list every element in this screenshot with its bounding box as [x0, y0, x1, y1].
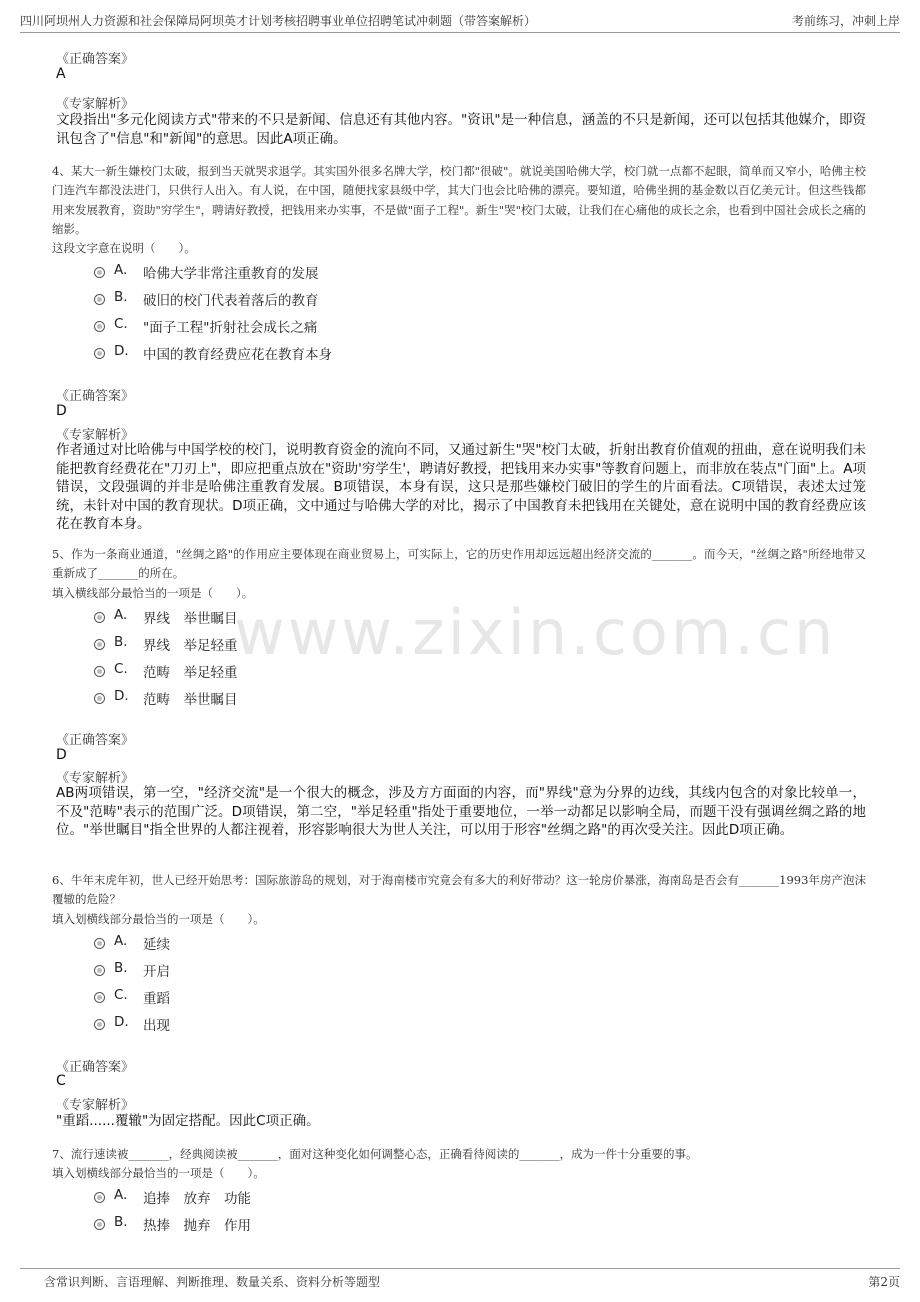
question-5 [52, 545, 866, 603]
radio-icon[interactable] [94, 612, 105, 623]
analysis-text: 作者通过对比哈佛与中国学校的校门，说明教育资金的流向不同，又通过新生"哭"校门太破，折射出教育价值观的扭曲，意在说明我们未能把教育经费花在"刀刃上"，即应把重点放在"资助'穷学生'，聘请好教授，把钱用来办实事"等教育问题上，而非放在装点"门面"上。A项错误，文段强调的并非是哈佛注重教育发展。B项错误，本身有误，这只是那些嫌校门破旧的学生的片面看法。C项错误，表述太过笼统，未针对中国的教育现状。D项正确，文中通过与哈佛大学的对比，揭示了中国教育未把钱用在关键处，意在说明中国的教育经费应该花在教育本身。 [56, 442, 866, 532]
question-prompt: 这段文字意在说明（ ）。 [52, 241, 196, 256]
radio-icon[interactable] [94, 1219, 105, 1230]
option-text: 破旧的校门代表着落后的教育 [143, 293, 319, 309]
answer-label: 《正确答案》 [56, 52, 135, 67]
analysis-text: "重蹈......覆辙"为固定搭配。因此C项正确。 [56, 1113, 320, 1129]
watermark: www.zixin.com.cn [234, 596, 837, 669]
question-prompt: 填入横线部分最恰当的一项是（ ）。 [52, 585, 254, 600]
option-text: 延续 [143, 937, 170, 953]
option-text: 范畴 举世瞩目 [143, 692, 238, 708]
question-7 [52, 1145, 866, 1184]
radio-icon[interactable] [94, 693, 105, 704]
header-title: 四川阿坝州人力资源和社会保障局阿坝英才计划考核招聘事业单位招聘笔试冲刺题（带答案解析） [20, 14, 537, 28]
question-6 [52, 871, 866, 929]
radio-icon[interactable] [94, 639, 105, 650]
answer-value: A [56, 66, 66, 82]
question-4 [52, 162, 866, 258]
question-prompt: 填入划横线部分最恰当的一项是（ ）。 [52, 911, 265, 926]
analysis-label: 《专家解析》 [56, 97, 135, 112]
question-text: 4、某大一新生嫌校门太破，报到当天就哭求退学。其实国外很多名牌大学，校门都"很破"。就说美国哈佛大学，校门就一点都不起眼，简单而又窄小，哈佛主校门连汽车都没法进门，只供行人出入。有人说，在中国，随便找家县级中学，其大门也会比哈佛的漂亮。要知道，哈佛坐拥的基金数以百亿美元计。但这些钱都用来发展教育，资助"穷学生"，聘请好教授，把钱用来办实事，不是做"面子工程"。新生"哭"校门太破，让我们在心痛他的成长之余，也看到中国社会成长之痛的缩影。 [52, 164, 866, 236]
option-text: 哈佛大学非常注重教育的发展 [143, 266, 319, 282]
page-header [20, 12, 900, 33]
radio-icon[interactable] [94, 938, 105, 949]
option-key: D. [114, 1014, 129, 1030]
option-text: 开启 [143, 964, 170, 980]
answer-value: C [56, 1073, 66, 1089]
radio-icon[interactable] [94, 1192, 105, 1203]
question-text: 6、牛年末虎年初，世人已经开始思考：国际旅游岛的规划，对于海南楼市究竟会有多大的利好带动？这一轮房价暴涨，海南岛是否会有_______1993年房产泡沫覆辙的危险？ [52, 873, 866, 907]
option-text: "面子工程"折射社会成长之痛 [143, 320, 318, 336]
radio-icon[interactable] [94, 294, 105, 305]
header-tagline: 考前练习，冲刺上岸 [791, 14, 900, 28]
analysis-label: 《专家解析》 [56, 428, 135, 443]
page-number: 第2页 [868, 1275, 900, 1289]
analysis-text: 文段指出"多元化阅读方式"带来的不只是新闻、信息还有其他内容。"资讯"是一种信息，涵盖的不只是新闻，还可以包括其他媒介，即资讯包含了"信息"和"新闻"的意思。因此A项正确。 [56, 112, 866, 147]
option-key: C. [114, 987, 128, 1003]
option-text: 界线 举世瞩目 [143, 611, 238, 627]
radio-icon[interactable] [94, 992, 105, 1003]
radio-icon[interactable] [94, 321, 105, 332]
option-key: B. [114, 960, 128, 976]
option-text: 中国的教育经费应花在教育本身 [143, 347, 332, 363]
answer-value: D [56, 403, 67, 419]
option-key: D. [114, 343, 129, 359]
analysis-label: 《专家解析》 [56, 1098, 135, 1113]
question-prompt: 填入划横线部分最恰当的一项是（ ）。 [52, 1166, 265, 1181]
radio-icon[interactable] [94, 666, 105, 677]
footer-note: 含常识判断、言语理解、判断推理、数量关系、资料分析等题型 [44, 1275, 381, 1289]
radio-icon[interactable] [94, 965, 105, 976]
option-key: B. [114, 634, 128, 650]
question-text: 7、流行速读被_______，经典阅读被_______，面对这种变化如何调整心态，正确看待阅读的_______，成为一件十分重要的事。 [52, 1147, 698, 1161]
radio-icon[interactable] [94, 267, 105, 278]
option-text: 追捧 放弃 功能 [143, 1191, 251, 1207]
option-text: 重蹈 [143, 991, 170, 1007]
option-key: B. [114, 289, 128, 305]
option-text: 出现 [143, 1018, 170, 1034]
option-key: D. [114, 688, 129, 704]
option-key: A. [114, 1187, 128, 1203]
page-footer [20, 1268, 900, 1291]
radio-icon[interactable] [94, 1019, 105, 1030]
option-key: A. [114, 607, 128, 623]
analysis-label: 《专家解析》 [56, 771, 135, 786]
option-key: C. [114, 316, 128, 332]
answer-label: 《正确答案》 [56, 1060, 135, 1075]
radio-icon[interactable] [94, 348, 105, 359]
option-key: A. [114, 933, 128, 949]
answer-label: 《正确答案》 [56, 389, 135, 404]
option-text: 界线 举足轻重 [143, 638, 238, 654]
answer-label: 《正确答案》 [56, 733, 135, 748]
answer-value: D [56, 747, 67, 763]
option-key: A. [114, 262, 128, 278]
analysis-text: AB两项错误，第一空，"经济交流"是一个很大的概念，涉及方方面面的内容，而"界线"意为分界的边线，其线内包含的对象比较单一，不及"范畴"表示的范围广泛。D项错误，第二空，"举足轻重"指处于重要地位，一举一动都足以影响全局，而题干没有强调丝绸之路的地位。"举世瞩目"指全世界的人都注视着，形容影响很大为世人关注，可以用于形容"丝绸之路"的再次受关注。因此D项正确。 [56, 785, 866, 838]
option-key: C. [114, 661, 128, 677]
option-key: B. [114, 1214, 128, 1230]
question-text: 5、作为一条商业通道，"丝绸之路"的作用应主要体现在商业贸易上，可实际上，它的历史作用却远远超出经济交流的_______。而今天，"丝绸之路"所经地带又重新成了_______的所在。 [52, 547, 866, 581]
option-text: 热捧 抛弃 作用 [143, 1218, 251, 1234]
option-text: 范畴 举足轻重 [143, 665, 238, 681]
